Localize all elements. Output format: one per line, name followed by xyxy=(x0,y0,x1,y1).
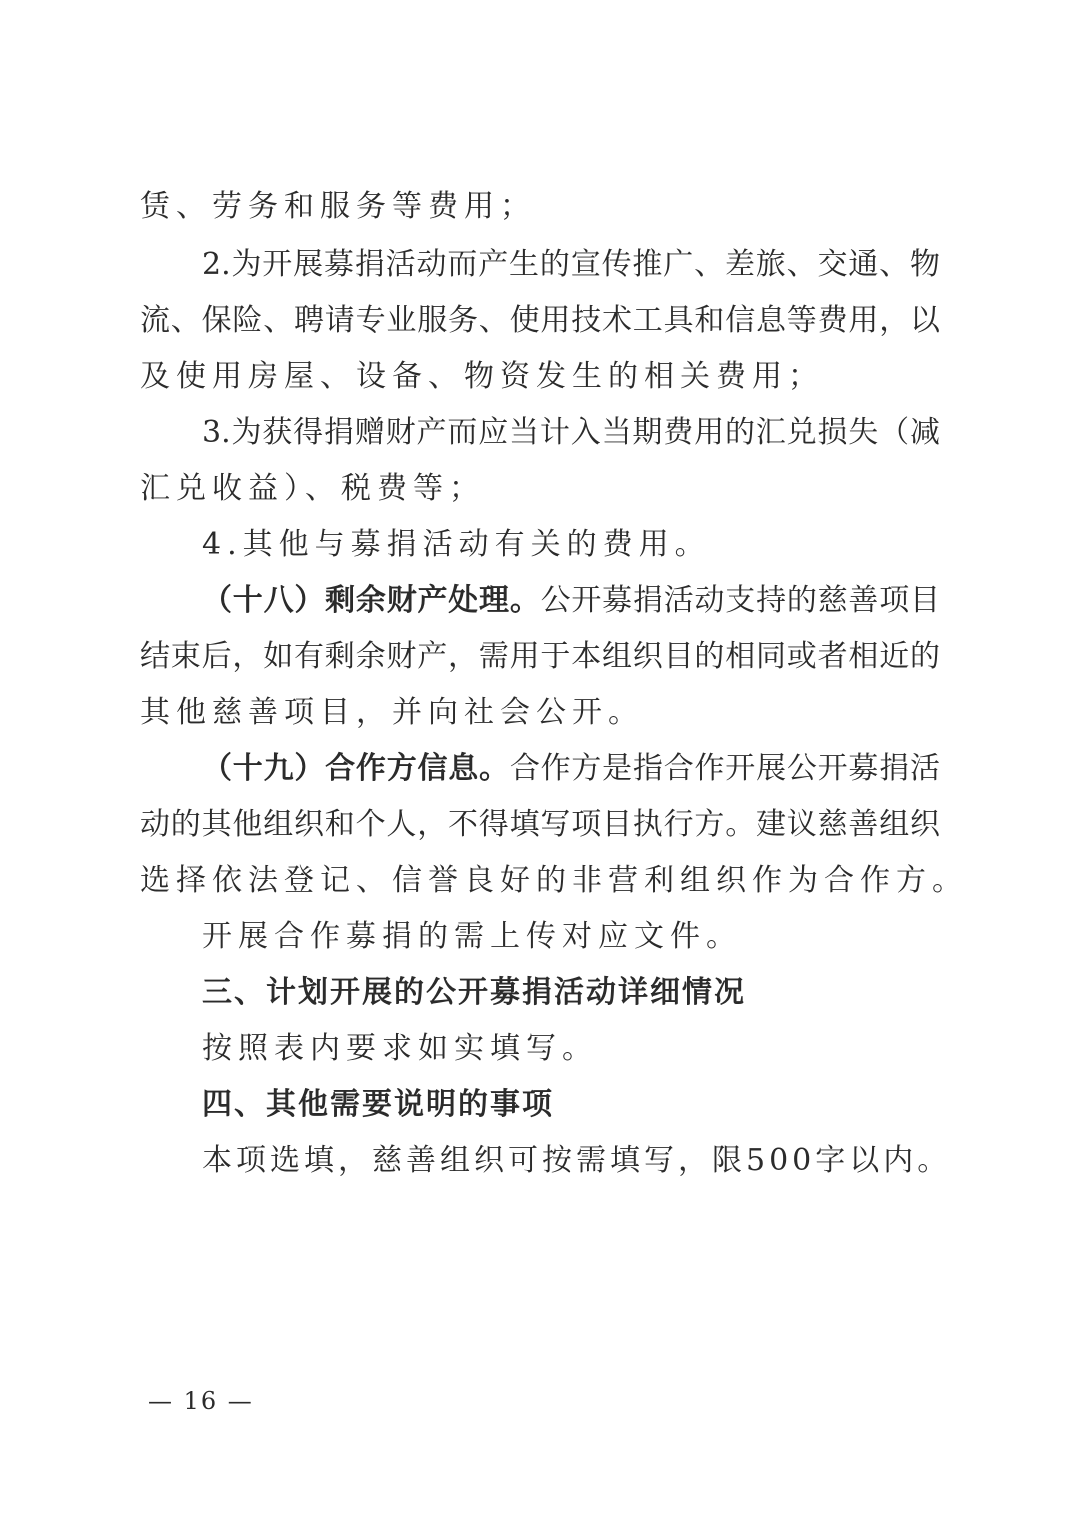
paragraph-line: 4.其他与募捐活动有关的费用。 xyxy=(202,527,711,562)
paragraph-line: 选择依法登记、信誉良好的非营利组织作为合作方。 xyxy=(140,863,968,898)
paragraph-line: 赁、劳务和服务等费用； xyxy=(140,189,536,224)
section-4-heading: 四、其他需要说明的事项 xyxy=(202,1087,554,1122)
section-3-heading: 三、计划开展的公开募捐活动详细情况 xyxy=(202,975,746,1010)
section-19-text: 合作方是指合作开展公开募捐活 xyxy=(509,751,941,786)
page-number: — 16 — xyxy=(148,1387,254,1415)
paragraph-line: 2.为开展募捐活动而产生的宣传推广、差旅、交通、物 xyxy=(202,247,940,282)
section-18-line xyxy=(202,572,940,630)
section-18-heading: （十八）剩余财产处理。 xyxy=(202,583,541,618)
paragraph-line: 3.为获得捐赠财产而应当计入当期费用的汇兑损失（减 xyxy=(202,415,940,450)
paragraph-line: 其他慈善项目，并向社会公开。 xyxy=(140,695,644,730)
paragraph-line: 按照表内要求如实填写。 xyxy=(202,1031,598,1066)
paragraph-line: 动的其他组织和个人，不得填写项目执行方。建议慈善组织 xyxy=(140,807,940,842)
paragraph-line: 本项选填，慈善组织可按需填写，限500字以内。 xyxy=(202,1143,952,1178)
section-19-line xyxy=(202,740,940,798)
section-19-heading: （十九）合作方信息。 xyxy=(202,751,510,786)
paragraph-line: 及使用房屋、设备、物资发生的相关费用； xyxy=(140,359,824,394)
paragraph-line: 流、保险、聘请专业服务、使用技术工具和信息等费用，以 xyxy=(140,303,940,338)
paragraph-line: 汇兑收益）、税费等； xyxy=(140,471,485,506)
paragraph-line: 结束后，如有剩余财产，需用于本组织目的相同或者相近的 xyxy=(140,639,940,674)
paragraph-line: 开展合作募捐的需上传对应文件。 xyxy=(202,919,742,954)
section-18-text: 公开募捐活动支持的慈善项目 xyxy=(540,583,941,618)
